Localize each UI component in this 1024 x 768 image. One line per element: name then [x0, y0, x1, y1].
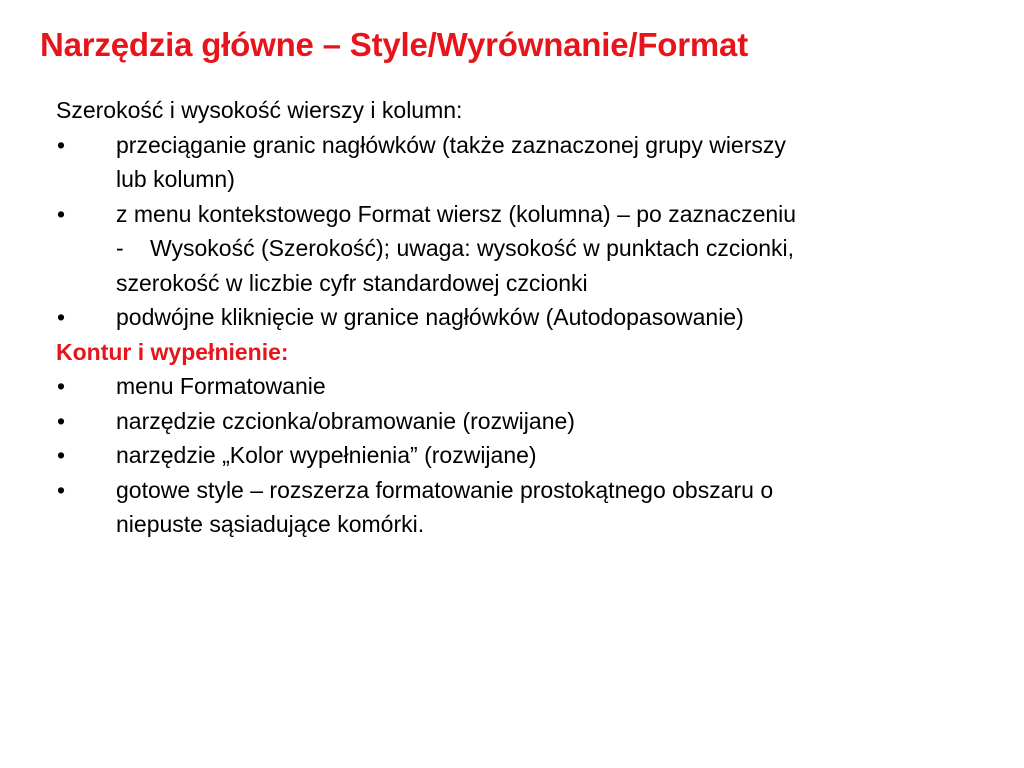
bullet-item: [56, 369, 996, 404]
bullet-text: menu Formatowanie: [116, 373, 326, 399]
bullet-item: [56, 300, 996, 335]
bullet-text: podwójne kliknięcie w granice nagłówków (Autodopasowanie): [116, 304, 744, 330]
sub-dash: -: [116, 235, 124, 261]
slide-content: [56, 93, 996, 542]
bullet-dot: •: [57, 131, 66, 158]
bullet-text: przeciąganie granic nagłówków (także zaznaczonej grupy wierszy: [116, 131, 786, 158]
sub-text: Wysokość (Szerokość); uwaga: wysokość w punktach czcionki,: [150, 235, 795, 261]
bullet-text: lub kolumn): [116, 166, 235, 192]
bullet-item: [56, 197, 996, 232]
bullet-text: narzędzie „Kolor wypełnienia” (rozwijane): [116, 442, 537, 468]
sub-item: [56, 231, 996, 300]
bullet-dot: •: [57, 442, 66, 468]
bullet-dot: •: [57, 373, 66, 399]
sub-text: szerokość w liczbie cyfr standardowej czcionki: [116, 269, 588, 296]
bullet-text: narzędzie czcionka/obramowanie (rozwijane): [116, 407, 575, 434]
bullet-text: z menu kontekstowego Format wiersz (kolumna) – po zaznaczeniu: [116, 200, 797, 227]
bullet-item: [56, 473, 996, 542]
bullet-dot: •: [57, 407, 66, 434]
section-heading: Kontur i wypełnienie:: [56, 338, 289, 365]
bullet-text: gotowe style – rozszerza formatowanie prostokątnego obszaru o: [116, 476, 774, 503]
bullet-item: [56, 404, 996, 439]
bullet-text: niepuste sąsiadujące komórki.: [116, 511, 425, 537]
slide-title: Narzędzia główne – Style/Wyrównanie/Format: [40, 26, 748, 63]
bullet-dot: •: [57, 200, 66, 227]
bullet-item: [56, 438, 996, 473]
bullet-item: [56, 128, 996, 197]
bullet-dot: •: [57, 476, 66, 503]
bullet-dot: •: [57, 304, 66, 330]
intro-text: Szerokość i wysokość wierszy i kolumn:: [56, 97, 463, 123]
